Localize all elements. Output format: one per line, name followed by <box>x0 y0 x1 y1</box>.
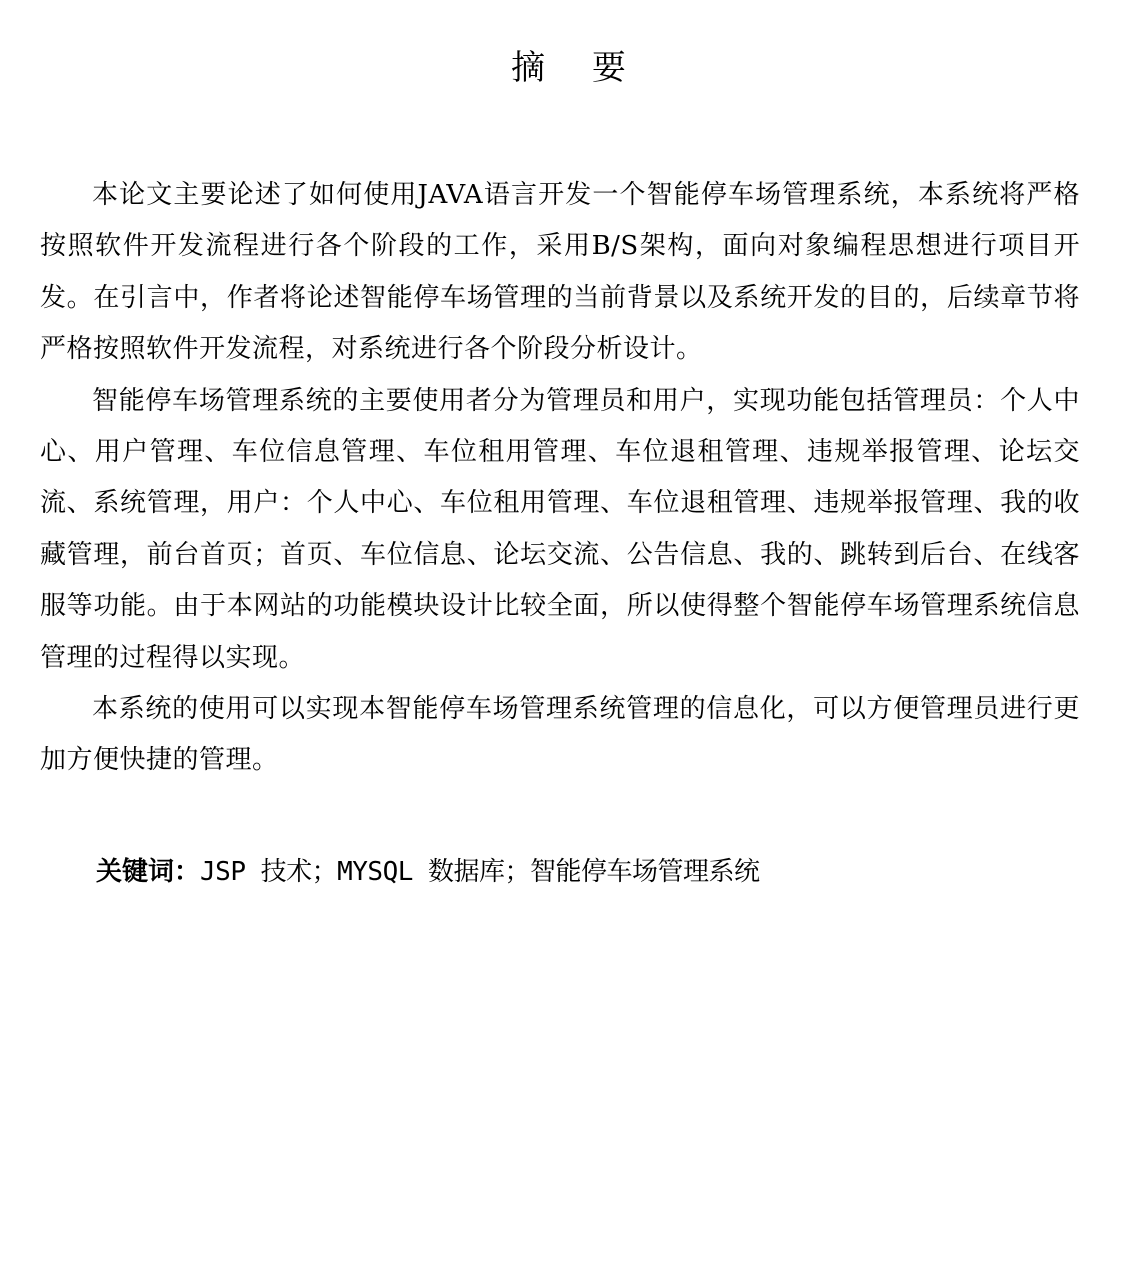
page-title: 摘 要 <box>511 48 644 88</box>
keywords-text: JSP 技术；MYSQL 数据库；智能停车场管理系统 <box>200 857 760 887</box>
keywords-line <box>96 848 1080 896</box>
keywords-label: 关键词： <box>96 857 201 887</box>
abstract-paragraph-3: 本系统的使用可以实现本智能停车场管理系统管理的信息化，可以方便管理员进行更加方便快捷的管理。 <box>40 694 1080 776</box>
abstract-paragraph-1: 本论文主要论述了如何使用JAVA语言开发一个智能停车场管理系统，本系统将严格按照软件开发流程进行各个阶段的工作，采用B/S架构，面向对象编程思想进行项目开发。在引言中，作者将论述智能停车场管理的当前背景以及系统开发的目的，后续章节将严格按照软件开发流程，对系统进行各个阶段分析设计。 <box>40 180 1080 365</box>
abstract-paragraph-2: 智能停车场管理系统的主要使用者分为管理员和用户，实现功能包括管理员：个人中心、用户管理、车位信息管理、车位租用管理、车位退租管理、违规举报管理、论坛交流、系统管理，用户：个人中心、车位租用管理、车位退租管理、违规举报管理、我的收藏管理，前台首页；首页、车位信息、论坛交流、公告信息、我的、跳转到后台、在线客服等功能。由于本网站的功能模块设计比较全面，所以使得整个智能停车场管理系统信息管理的过程得以实现。 <box>40 385 1080 673</box>
abstract-body <box>40 170 1080 787</box>
